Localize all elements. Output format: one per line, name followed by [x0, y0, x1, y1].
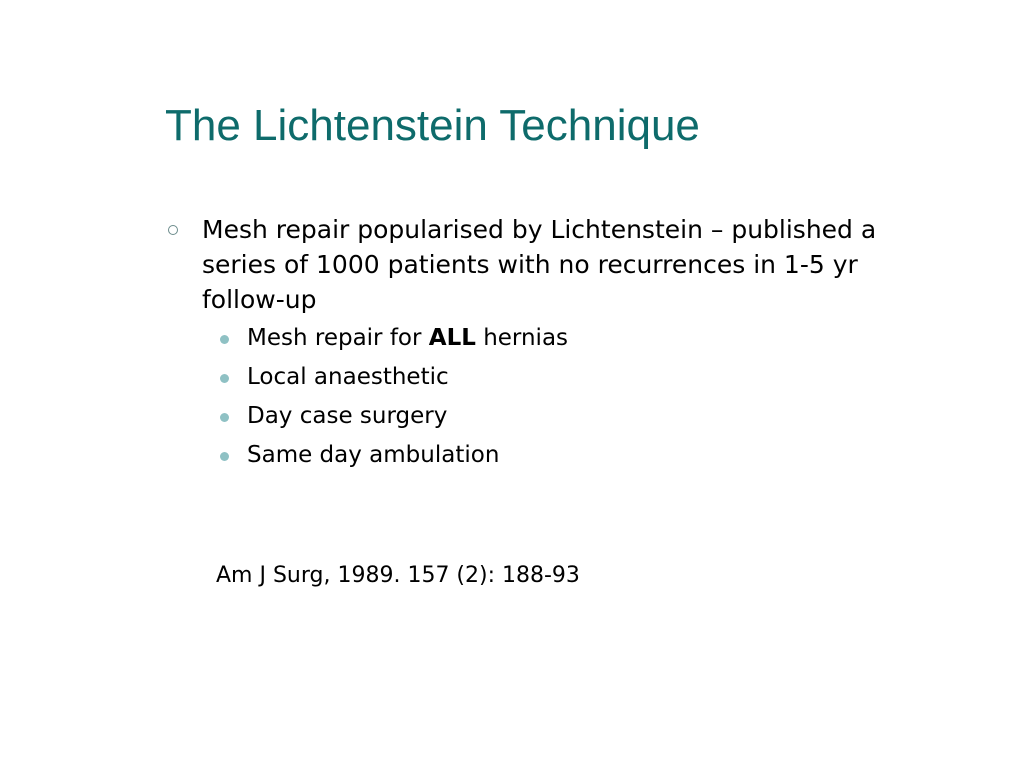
sub-bullet-item [160, 319, 880, 358]
sub-bullet-text-before: Mesh repair for [247, 325, 429, 351]
slide-title: The Lichtenstein Technique [165, 101, 700, 150]
sub-bullet-text: Local anaesthetic [247, 364, 449, 390]
sub-bullet-list [160, 319, 880, 475]
bullet-list [160, 212, 880, 475]
dot-bullet-icon [220, 413, 229, 422]
dot-bullet-icon [220, 374, 229, 383]
dot-bullet-icon [220, 335, 229, 344]
main-bullet-text: Mesh repair popularised by Lichtenstein – published a series of 1000 patients with no recurrences in 1-5 yr follow-up [202, 215, 877, 314]
sub-bullet-text-bold: ALL [428, 325, 476, 351]
ring-bullet-icon [168, 225, 178, 235]
dot-bullet-icon [220, 452, 229, 461]
sub-bullet-item [160, 358, 880, 397]
sub-bullet-item [160, 436, 880, 475]
sub-bullet-item [160, 397, 880, 436]
sub-bullet-text: Day case surgery [247, 403, 448, 429]
sub-bullet-text: Same day ambulation [247, 442, 500, 468]
citation: Am J Surg, 1989. 157 (2): 188-93 [216, 563, 580, 588]
main-bullet [160, 212, 880, 317]
sub-bullet-text-after: hernias [475, 325, 569, 351]
